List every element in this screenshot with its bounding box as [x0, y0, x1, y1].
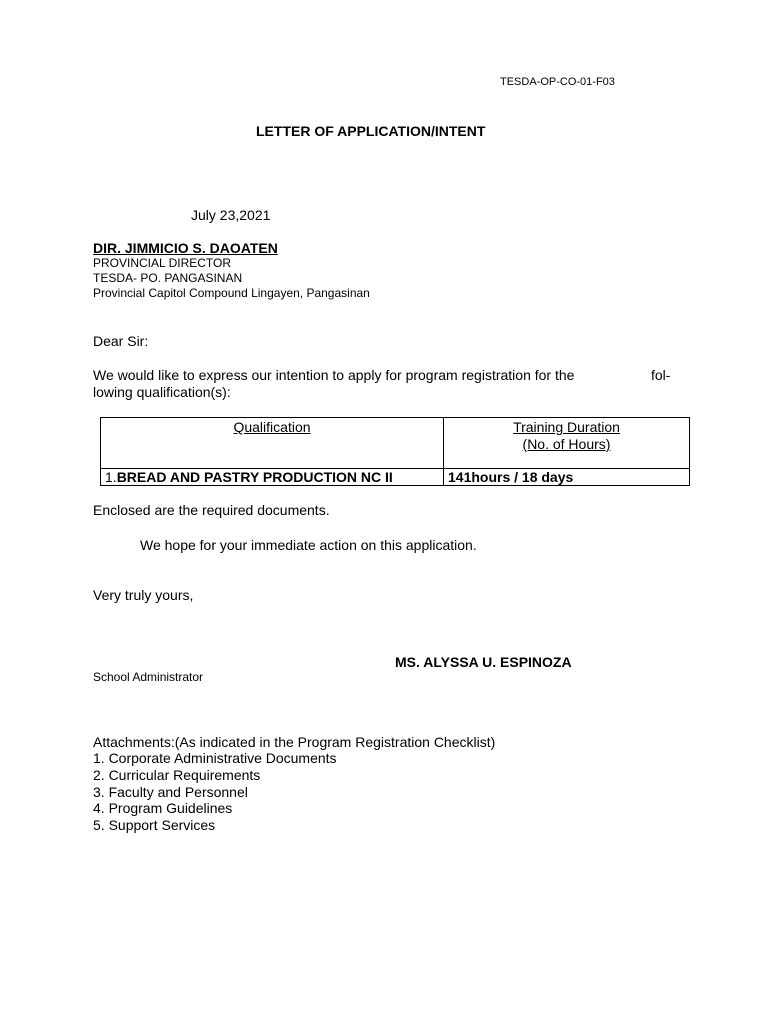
list-item: 3. Faculty and Personnel: [93, 783, 248, 800]
attachments-list: [93, 750, 337, 834]
intro-line-2: lowing qualification(s):: [93, 384, 231, 400]
attachments-heading: Attachments:(As indicated in the Program Registration Checklist): [93, 734, 496, 750]
header-duration-line-2: (No. of Hours): [522, 436, 611, 452]
table-header-row: [101, 418, 690, 469]
intro-line-1: We would like to express our intention to apply for program registration for the: [93, 367, 575, 383]
row-qualification: [101, 469, 444, 486]
enclosed-text: Enclosed are the required documents.: [93, 502, 330, 518]
header-duration-line-1: Training Duration: [513, 419, 620, 435]
form-code: TESDA-OP-CO-01-F03: [500, 76, 615, 88]
list-item: 5. Support Services: [93, 817, 216, 834]
row-duration-value: 141hours / 18 days: [448, 469, 574, 485]
salutation: Dear Sir:: [93, 333, 149, 349]
signatory-name: MS. ALYSSA U. ESPINOZA: [395, 654, 572, 670]
recipient-name: DIR. JIMMICIO S. DAOATEN: [93, 240, 278, 256]
list-item: 4. Program Guidelines: [93, 800, 233, 817]
header-qualification: Qualification: [101, 418, 444, 469]
table-row: [101, 469, 690, 486]
row-number: 1.: [105, 469, 117, 485]
recipient-address: Provincial Capitol Compound Lingayen, Pangasinan: [93, 286, 370, 300]
list-item: 1. Corporate Administrative Documents: [93, 750, 337, 766]
recipient-office: TESDA- PO. PANGASINAN: [93, 271, 243, 285]
header-duration: [444, 418, 690, 469]
hope-text: We hope for your immediate action on this application.: [140, 537, 477, 553]
qualification-table: [100, 417, 690, 486]
letter-date: July 23,2021: [191, 207, 271, 223]
signatory-role: School Administrator: [93, 670, 204, 684]
recipient-position: PROVINCIAL DIRECTOR: [93, 256, 232, 270]
closing: Very truly yours,: [93, 587, 194, 603]
letter-title: LETTER OF APPLICATION/INTENT: [256, 123, 486, 139]
list-item: 2. Curricular Requirements: [93, 766, 261, 783]
row-duration: [444, 469, 690, 486]
row-qualification-name: BREAD AND PASTRY PRODUCTION NC II: [116, 469, 393, 485]
intro-line-1-end: fol-: [651, 367, 671, 383]
